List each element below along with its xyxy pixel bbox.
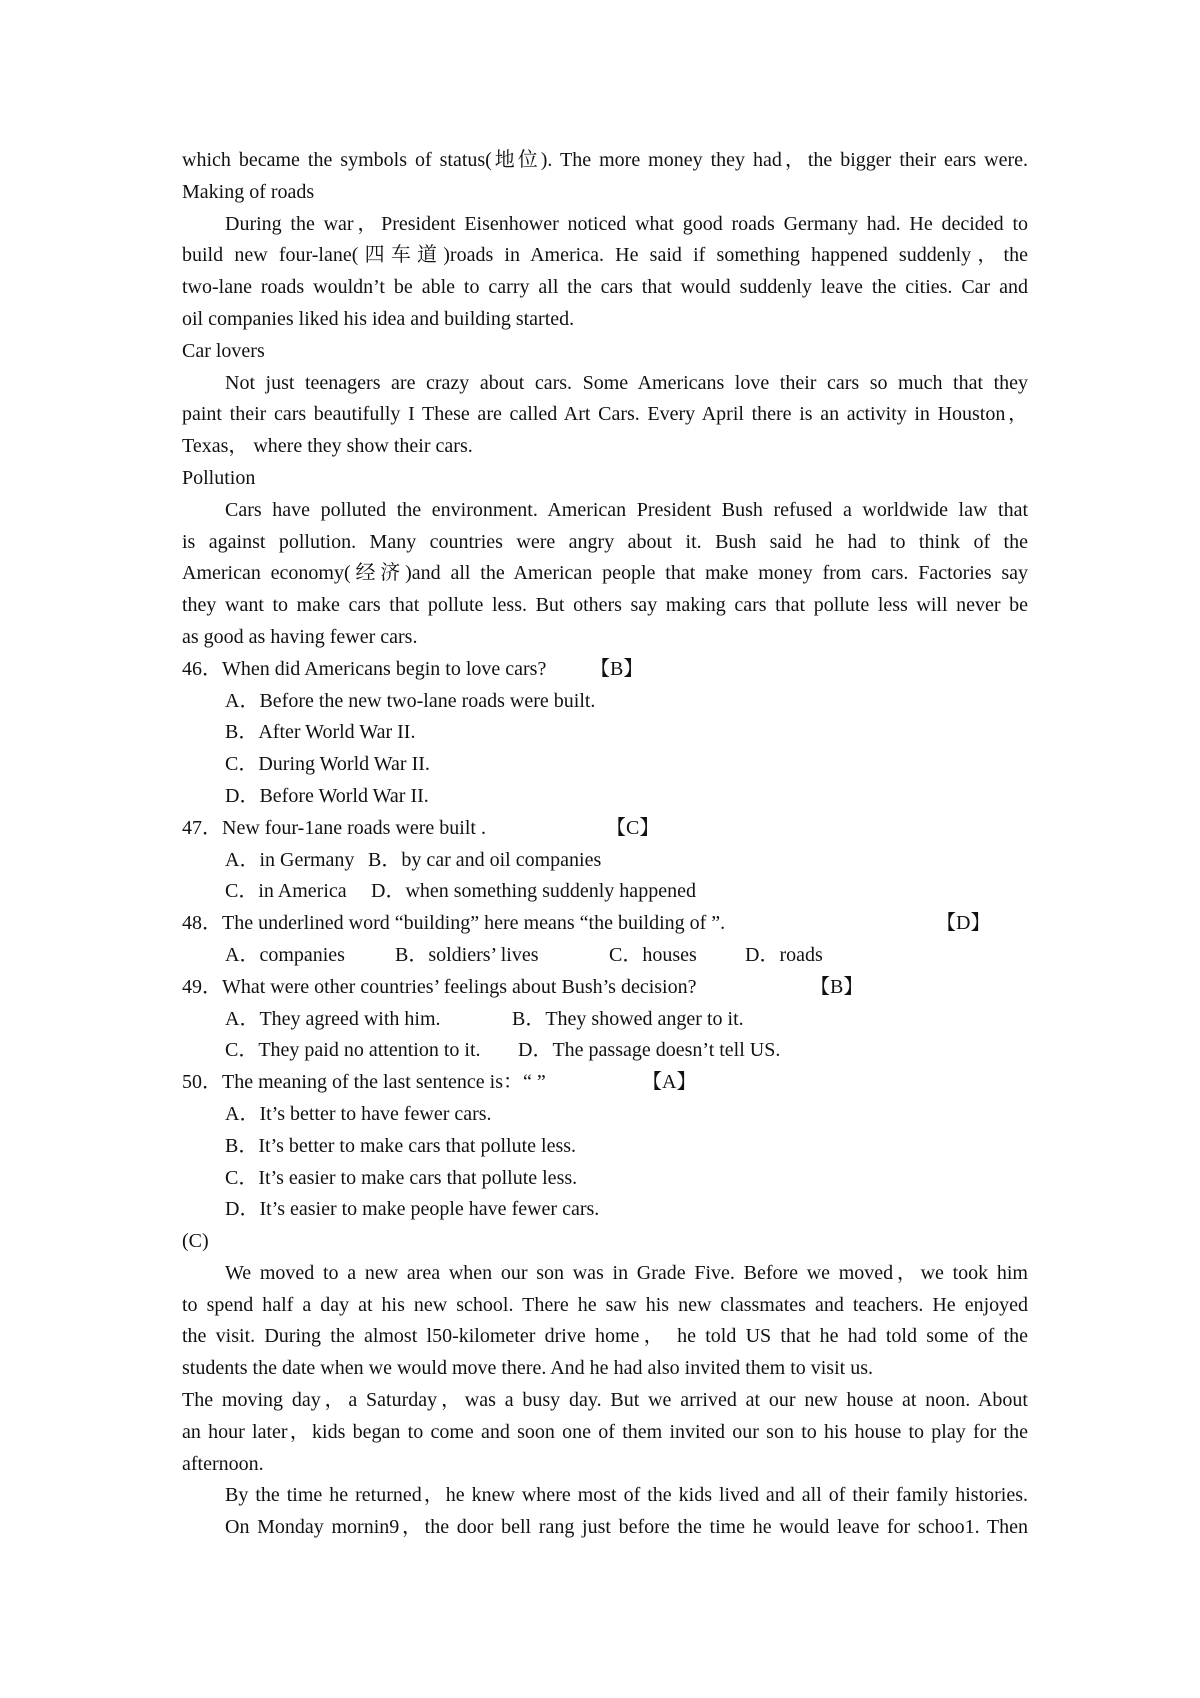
text-line: paint their cars beautifully I These are called Art Cars. Every April there is an activity in Houston，	[182, 403, 1028, 426]
question-stem: 49．What were other countries’ feelings about Bush’s decision?	[182, 975, 697, 998]
text-line: oil companies liked his idea and building started.	[182, 307, 575, 330]
option-row	[182, 845, 1028, 877]
answer-badge: 【B】	[810, 975, 864, 998]
text-line: which became the symbols of status(地位). The more money they had，the bigger their ears were.	[182, 149, 1028, 171]
option: B．It’s better to make cars that pollute less.	[225, 1134, 577, 1157]
option: D．roads	[745, 943, 823, 966]
text-line: During the war，President Eisenhower noticed what good roads Germany had. He decided to	[225, 212, 1028, 235]
text-line: afternoon.	[182, 1452, 264, 1475]
question-48	[182, 908, 1028, 940]
option: C．houses	[609, 943, 697, 966]
option: C．It’s easier to make cars that pollute less.	[225, 1166, 578, 1189]
section-label: (C)	[182, 1230, 209, 1253]
option: A．companies	[225, 943, 345, 966]
question-stem: 50．The meaning of the last sentence is：“ ”	[182, 1071, 546, 1094]
option: A．in Germany	[225, 848, 355, 871]
option: A．They agreed with him.	[225, 1007, 441, 1030]
option: C．During World War II.	[225, 753, 430, 776]
option: D．Before World War II.	[225, 784, 429, 807]
option-row	[182, 940, 1028, 972]
text-line: the visit. During the almost l50-kilometer drive home， he told US that he had told some of the	[182, 1325, 1028, 1348]
text-line: The moving day，a Saturday，was a busy day. But we arrived at our new house at noon. About	[182, 1389, 1028, 1412]
option: A．Before the new two-lane roads were built.	[225, 689, 596, 712]
text-line: they want to make cars that pollute less. But others say making cars that pollute less will never be	[182, 594, 1028, 617]
option: D．The passage doesn’t tell US.	[518, 1039, 781, 1062]
question-50	[182, 1067, 1028, 1099]
option: D．It’s easier to make people have fewer cars.	[225, 1198, 600, 1221]
text-line: Not just teenagers are crazy about cars. Some Americans love their cars so much that they	[225, 371, 1028, 394]
answer-badge: 【A】	[642, 1071, 697, 1094]
text-line: two-lane roads wouldn’t be able to carry all the cars that would suddenly leave the cities. Car and	[182, 276, 1028, 299]
document-page	[182, 145, 1028, 1544]
text-line: build new four-lane(四车道)roads in America. He said if something happened suddenly，the	[182, 244, 1028, 267]
option: B．After World War II.	[225, 721, 416, 744]
question-stem: 47．New four-1ane roads were built .	[182, 816, 486, 839]
question-stem: 46．When did Americans begin to love cars?	[182, 657, 547, 680]
answer-badge: 【B】	[590, 657, 644, 680]
text-line: Texas， where they show their cars.	[182, 435, 473, 458]
option: B．They showed anger to it.	[512, 1007, 744, 1030]
text-line: is against pollution. Many countries were angry about it. Bush said he had to think of the	[182, 530, 1028, 553]
option-row	[182, 876, 1028, 908]
answer-badge: 【D】	[936, 912, 991, 935]
option-row	[182, 1035, 1028, 1067]
option: C．in America	[225, 880, 347, 903]
option: A．It’s better to have fewer cars.	[225, 1102, 492, 1125]
option: C．They paid no attention to it.	[225, 1039, 481, 1062]
text-line: to spend half a day at his new school. There he saw his new classmates and teachers. He enjoyed	[182, 1293, 1028, 1316]
text-line: American economy(经济)and all the American people that make money from cars. Factories say	[182, 562, 1028, 585]
text-line: as good as having fewer cars.	[182, 625, 418, 648]
question-stem: 48．The underlined word “building” here means “the building of ”.	[182, 912, 726, 935]
question-46	[182, 654, 1028, 686]
text-line: We moved to a new area when our son was in Grade Five. Before we moved，we took him	[225, 1261, 1028, 1284]
option: B．soldiers’ lives	[395, 943, 539, 966]
section-heading: Pollution	[182, 466, 256, 489]
question-47	[182, 813, 1028, 845]
text-line: an hour later，kids began to come and soon one of them invited our son to his house to play for the	[182, 1420, 1028, 1443]
question-49	[182, 972, 1028, 1004]
option-row	[182, 1004, 1028, 1036]
section-heading: Car lovers	[182, 339, 265, 362]
option: D．when something suddenly happened	[371, 880, 696, 903]
answer-badge: 【C】	[606, 816, 660, 839]
option: B．by car and oil companies	[368, 848, 602, 871]
text-line: By the time he returned，he knew where most of the kids lived and all of their family histories.	[225, 1484, 1028, 1507]
text-line: Cars have polluted the environment. American President Bush refused a worldwide law that	[225, 498, 1028, 521]
section-heading: Making of roads	[182, 180, 315, 203]
text-line: students the date when we would move there. And he had also invited them to visit us.	[182, 1357, 873, 1380]
text-line: On Monday mornin9，the door bell rang just before the time he would leave for schoo1. Then	[225, 1516, 1028, 1539]
